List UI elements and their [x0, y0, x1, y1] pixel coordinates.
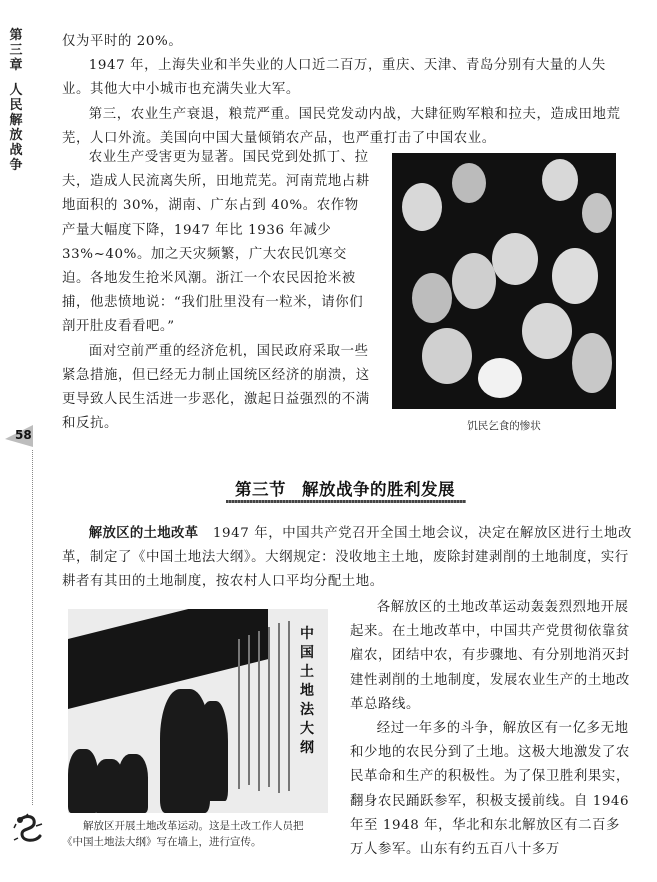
famine-crowd-photo: [392, 153, 616, 409]
paragraph-body: 1947 年，中国共产党召开全国土地会议，决定在解放区进行土地改革，制定了《中国土地法大纲》。大纲规定：没收地主土地，废除封建剥削的土地制度，实行耕者有其田的土地制度，按农村人口平均分配土地。: [62, 526, 632, 590]
dragon-ornament-icon: [12, 812, 48, 848]
chapter-char: 第: [9, 28, 23, 43]
page-number: 58: [15, 428, 32, 442]
left-text-block: [62, 146, 370, 436]
top-text-block: [62, 30, 622, 151]
margin-divider: [32, 450, 33, 805]
chapter-title-char: 解: [9, 113, 23, 128]
chapter-char: 章: [9, 58, 23, 73]
subheading: 解放区的土地改革: [88, 526, 199, 541]
caption-line: 《中国土地法大纲》写在墙上，进行宣传。: [62, 836, 262, 848]
chapter-side-tab: [8, 28, 24, 173]
caption-line: 解放区开展土地改革运动。这是土改工作人员把: [83, 820, 304, 832]
paragraph: [62, 522, 632, 595]
chapter-title-char: 争: [9, 158, 23, 173]
wall-title: 中 国 土 地 法 大 纲: [300, 626, 314, 756]
paragraph: 各解放区的土地改革运动轰轰烈烈地开展起来。在土地改革中，中国共产党贯彻依靠贫雇农，团结中农，有步骤地、有分别地消灭封建性剥削的土地制度，发展农业生产的土地改革总路线。: [350, 600, 630, 712]
paragraph: 经过一年多的斗争，解放区有一亿多无地和少地的农民分到了土地。这极大地激发了农民革命和生产的积极性。为了保卫胜利果实，翻身农民踊跃参军，积极支援前线。自 1946 年至 1948 年，华北和东北解放区有二百多万人参军。山东有约五百八十多万: [350, 721, 630, 858]
chapter-title-char: 战: [9, 143, 23, 158]
paragraph: 第三，农业生产衰退，粮荒严重。国民党发动内战，大肆征购军粮和拉夫，造成田地荒芜，人口外流。美国向中国大量倾销农产品，也严重打击了中国农业。: [62, 106, 621, 146]
paragraph: 农业生产受害更为显著。国民党到处抓丁、拉夫，造成人民流离失所，田地荒芜。河南荒地占耕地面积的 30%，湖南、广东占到 40%。农作物产量大幅度下降，1947 年比 1936 年减少 33%~40%。加之天灾频繁，广大农民饥寒交迫。各地发生抢米风潮。浙江一个农民因抢米被捕，他悲愤地说：“我们肚里没有一粒米，请你们剖开肚皮看看吧。”: [62, 150, 370, 335]
figure-caption: 饥民乞食的惨状: [467, 420, 541, 432]
section-heading: [225, 476, 465, 500]
figure-caption: [62, 818, 342, 850]
page-number-flag: [5, 425, 33, 447]
paragraph: 1947 年，上海失业和半失业的人口近二百万，重庆、天津、青岛分别有大量的人失业。其他大中小城市也充满失业大军。: [62, 58, 606, 98]
section-number: 第三节: [235, 480, 286, 499]
land-reform-text-block: [62, 522, 632, 595]
chapter-title-char: 放: [9, 128, 23, 143]
paragraph: 面对空前严重的经济危机，国民政府采取一些紧急措施，但已经无力制止国统区经济的崩溃，这更导致人民生活进一步恶化，激起日益强烈的不满和反抗。: [62, 343, 370, 432]
chapter-title-char: 民: [9, 98, 23, 113]
chapter-title-char: 人: [9, 83, 23, 98]
right-text-block: [350, 596, 632, 862]
section-title: 解放战争的胜利发展: [302, 480, 455, 499]
chapter-char: 三: [9, 43, 23, 58]
heading-underline: [226, 500, 466, 503]
paragraph: 仅为平时的 20%。: [62, 34, 183, 49]
land-law-wall-photo: [68, 609, 328, 813]
